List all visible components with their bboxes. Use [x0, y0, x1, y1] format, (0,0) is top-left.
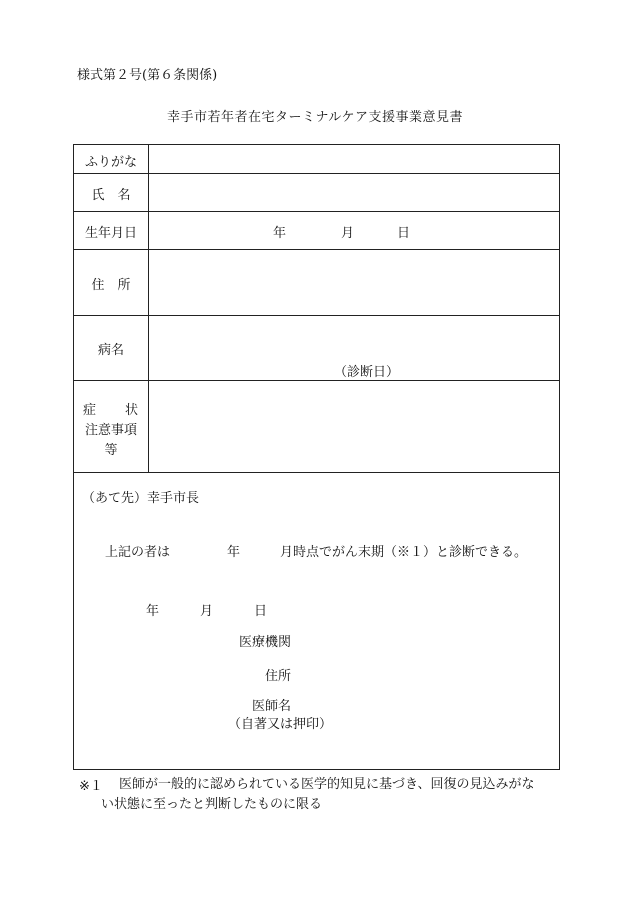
footnote-mark: ※１ [79, 779, 103, 794]
birthdate-label: 生年月日 [84, 226, 137, 241]
footnote-line-1: 医師が一般的に認められている医学的知見に基づき、回復の見込みがな [119, 777, 535, 792]
diagnosis-date-label: （診断日） [334, 365, 400, 380]
institution-address-label: 住所 [265, 669, 292, 684]
addressee: （あて先）幸手市長 [82, 491, 200, 506]
birthdate-field[interactable] [149, 212, 559, 249]
institution-label: 医療機関 [239, 635, 292, 650]
symptoms-label: 症 状 [82, 403, 139, 418]
name-field[interactable] [149, 174, 559, 211]
opinion-form-table [73, 144, 560, 770]
sign-date-day: 日 [254, 604, 268, 619]
document-title: 幸手市若年者在宅ターミナルケア支援事業意見書 [166, 110, 464, 125]
statement-prefix: 上記の者は [105, 545, 171, 560]
sign-date-year: 年 [146, 604, 160, 619]
disease-label: 病名 [97, 343, 124, 358]
footnote-line-2: い状態に至ったと判断したものに限る [101, 797, 323, 812]
symptoms-field[interactable] [149, 381, 559, 472]
birth-month-unit: 月 [341, 226, 355, 241]
doctor-name-label: 医師名 [252, 699, 292, 714]
statement-suffix: 月時点でがん末期（※１）と診断できる。 [280, 545, 528, 560]
furigana-label: ふりがな [84, 155, 137, 170]
row-divider [74, 472, 559, 473]
furigana-field[interactable] [149, 145, 559, 173]
signature-note: （自著又は押印） [228, 717, 333, 732]
form-number: 様式第２号(第６条関係) [77, 68, 218, 83]
name-label: 氏 名 [91, 188, 131, 203]
statement-year-unit: 年 [227, 545, 241, 560]
sign-date-month: 月 [200, 604, 214, 619]
birth-year-unit: 年 [273, 226, 287, 241]
birth-day-unit: 日 [397, 226, 411, 241]
address-field[interactable] [149, 250, 559, 315]
etc-label: 等 [104, 443, 118, 458]
footnote-text [101, 775, 559, 815]
address-label: 住 所 [91, 278, 131, 293]
disease-field[interactable] [149, 316, 559, 380]
precautions-label: 注意事項 [84, 423, 137, 438]
